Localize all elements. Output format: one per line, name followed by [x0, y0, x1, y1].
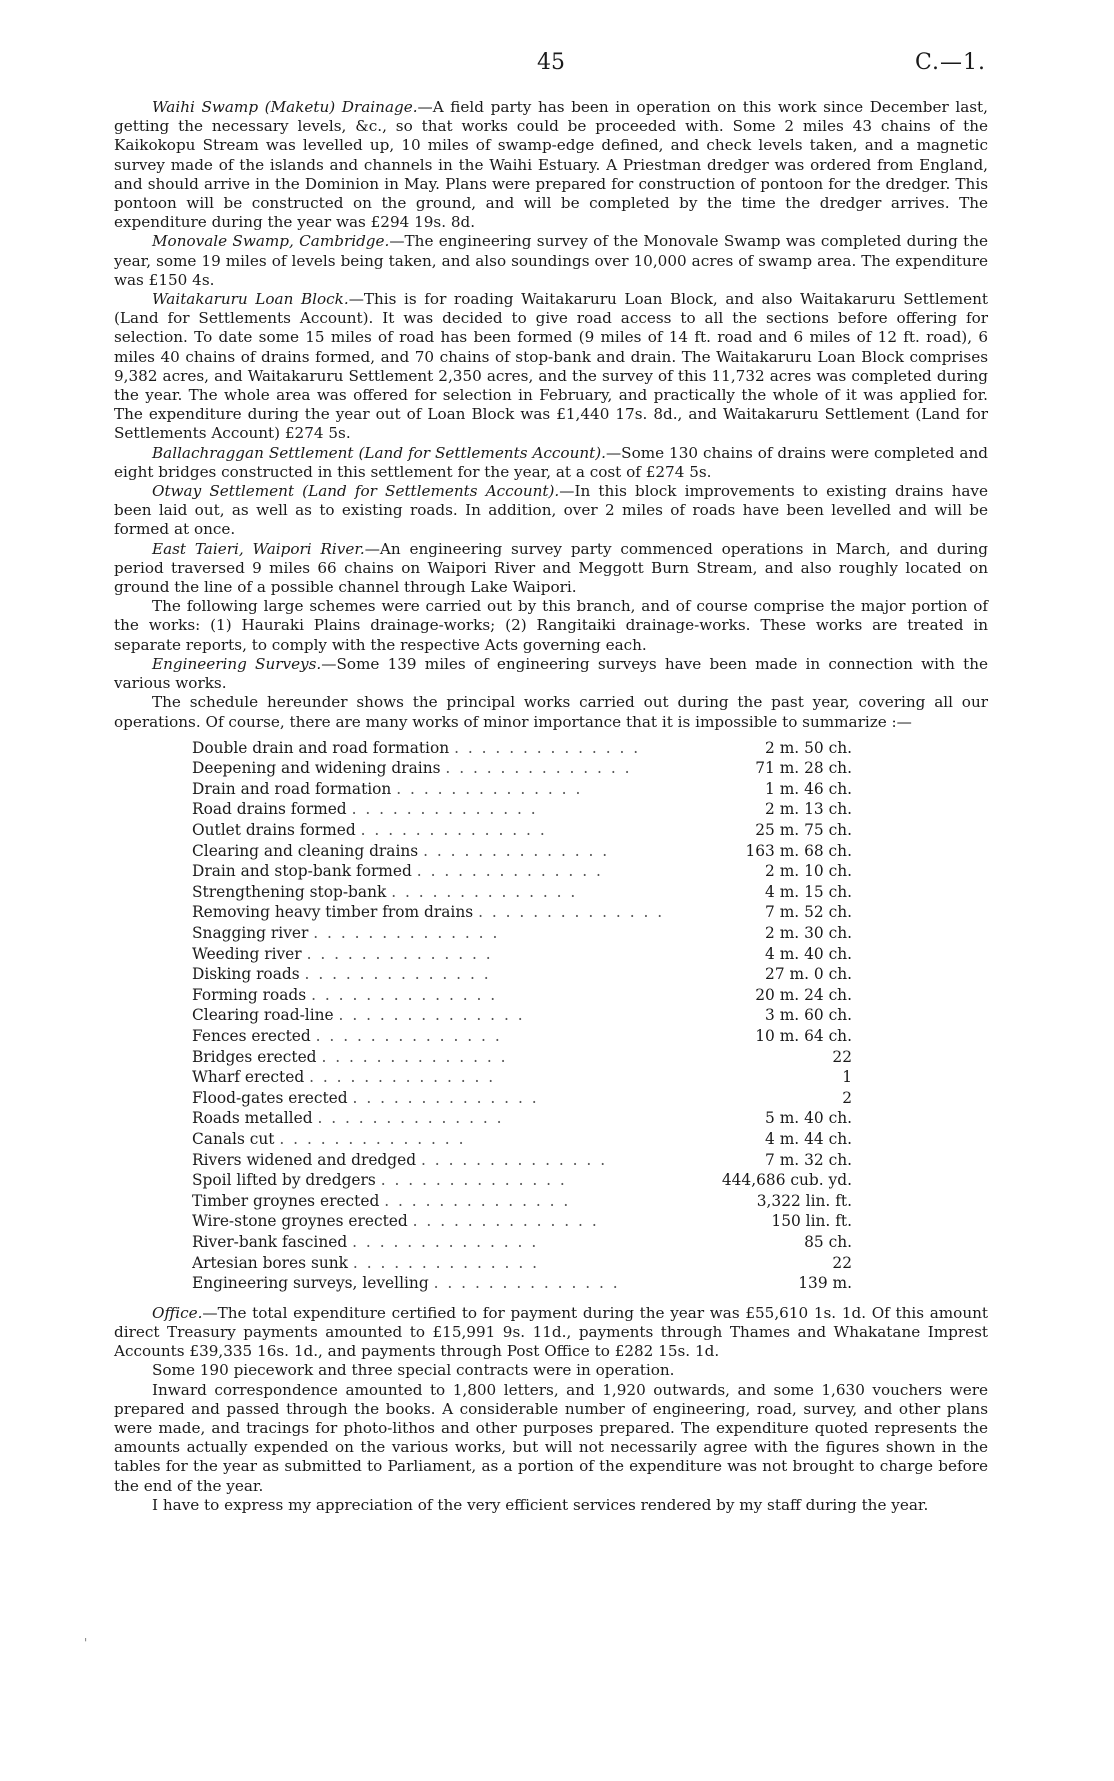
schedule-row [192, 779, 852, 800]
schedule-quantity: 22 [832, 1047, 852, 1066]
leader-dots: . . . . . . . . . . . . . . [311, 985, 498, 1004]
paragraph-heading: Engineering Surveys. [152, 654, 322, 673]
schedule-quantity: 3,322 lin. ft. [756, 1191, 852, 1210]
schedule-quantity: 163 m. 68 ch. [745, 841, 852, 860]
schedule-item-cell [192, 738, 712, 759]
schedule-item-name: Roads metalled [192, 1109, 313, 1128]
paragraph-heading: East Taieri, Waipori River. [152, 539, 365, 558]
paragraph-heading: Waihi Swamp (Maketu) Drainage. [152, 98, 418, 116]
schedule-item-name: Strengthening stop-bank [192, 882, 387, 901]
leader-dots: . . . . . . . . . . . . . . [421, 1150, 608, 1169]
schedule-item-cell [192, 1170, 712, 1191]
schedule-quantity: 2 m. 13 ch. [765, 800, 852, 819]
schedule-item-name: Rivers widened and dredged [192, 1150, 417, 1169]
schedule-quantity: 150 lin. ft. [771, 1212, 852, 1231]
paragraph-text: Inward correspondence amounted to 1,800 letters, and 1,920 outwards, and some 1,630 vouchers were prepared and passed through the books. A considerable number of engineering, road, survey, and other plans were made, and tracings for photo-lithos and other purposes prepared. The expenditure quoted represents the amounts actually expended on the various works, but will not necessarily agree with the figures shown in the tables for the year as submitted to Parliament, as a portion of the expenditure was not brought to charge before the end of the year. [114, 1380, 988, 1495]
schedule-row [192, 1067, 852, 1088]
schedule-row [192, 1047, 852, 1068]
paragraph-heading: Monovale Swamp, Cambridge. [152, 232, 390, 251]
schedule-row [192, 1273, 852, 1294]
schedule-row [192, 1005, 852, 1026]
schedule-row [192, 841, 852, 862]
leader-dots: . . . . . . . . . . . . . . [352, 1253, 539, 1272]
paragraph-text: The schedule hereunder shows the principal works carried out during the past year, covering all our operations. Of course, there are many works of minor importance that it is impossible to summarize :— [114, 693, 988, 731]
leader-dots: . . . . . . . . . . . . . . [433, 1274, 620, 1293]
schedule-item-name: Wharf erected [192, 1068, 305, 1087]
leader-dots: . . . . . . . . . . . . . . [416, 862, 603, 881]
schedule-item-cell [192, 923, 712, 944]
schedule-quantity: 7 m. 52 ch. [765, 903, 852, 922]
schedule-item-name: Deepening and widening drains [192, 759, 441, 778]
schedule-row [192, 964, 852, 985]
leader-dots: . . . . . . . . . . . . . . [304, 965, 491, 984]
paragraph [114, 482, 988, 540]
schedule-item-cell [192, 841, 712, 862]
schedule-row [192, 1170, 852, 1191]
schedule-row [192, 882, 852, 903]
schedule-item-name: Snagging river [192, 924, 309, 943]
paragraph-text: —In this block improvements to existing drains have been laid out, as well as to existing roads. In addition, over 2 miles of roads have been levelled and will be formed at once. [114, 482, 988, 539]
leader-dots: . . . . . . . . . . . . . . [478, 903, 665, 922]
paragraph-text: —This is for roading Waitakaruru Loan Block, and also Waitakaruru Settlement (Land for Settlements Account). It was decided to give road access to all the sections before offering for selection. To date some 15 miles of road has been formed (9 miles of 14 ft. road and 6 miles of 12 ft. road), 6 miles 40 chains of drains formed, and 70 chains of stop-bank and drain. The Waitakaruru Loan Block comprises 9,382 acres, and Waitakaruru Settlement 2,350 acres, and the survey of this 11,732 acres was completed during the year. The whole area was offered for selection in February, and practically the whole of it was applied for. The expenditure during the year out of Loan Block was £1,440 17s. 8d., and Waitakaruru Settlement (Land for Settlements Account) £274 5s. [114, 290, 988, 443]
schedule-row [192, 985, 852, 1006]
schedule-row [192, 820, 852, 841]
schedule-item-name: Clearing and cleaning drains [192, 841, 419, 860]
schedule-item-name: Weeding river [192, 944, 302, 963]
leader-dots: . . . . . . . . . . . . . . [313, 924, 500, 943]
schedule-quantity: 2 m. 10 ch. [765, 862, 852, 881]
schedule-item-cell [192, 1047, 712, 1068]
schedule-item-cell [192, 1026, 712, 1047]
paragraph-text: I have to express my appreciation of the very efficient services rendered by my staff during the year. [152, 1495, 929, 1514]
leader-dots: . . . . . . . . . . . . . . [360, 821, 547, 840]
paragraph-text: —The engineering survey of the Monovale Swamp was completed during the year, some 19 miles of levels being taken, and also soundings over 10,000 acres of swamp area. The expenditure was £150 4s. [114, 232, 989, 289]
paragraph [114, 1304, 988, 1362]
schedule-row [192, 923, 852, 944]
schedule-item-name: Wire-stone groynes erected [192, 1212, 408, 1231]
schedule-item-cell [192, 1273, 712, 1294]
schedule-item-cell [192, 1005, 712, 1026]
leader-dots: . . . . . . . . . . . . . . [309, 1068, 496, 1087]
paragraph [114, 98, 988, 232]
leader-dots: . . . . . . . . . . . . . . [423, 841, 610, 860]
paragraph [114, 693, 988, 731]
paragraph-text: —Some 139 miles of engineering surveys have been made in connection with the various works. [114, 654, 989, 693]
schedule-quantity: 4 m. 15 ch. [765, 882, 852, 901]
schedule-row [192, 861, 852, 882]
schedule-item-name: Artesian bores sunk [192, 1253, 348, 1272]
schedule-item-name: Road drains formed [192, 800, 347, 819]
schedule-row [192, 1150, 852, 1171]
schedule-item-name: Spoil lifted by dredgers [192, 1171, 376, 1190]
schedule-row [192, 1108, 852, 1129]
paragraph-heading: Waitakaruru Loan Block. [152, 290, 349, 309]
paragraph [114, 1496, 988, 1515]
schedule-quantity: 10 m. 64 ch. [755, 1027, 852, 1046]
schedule-quantity: 4 m. 44 ch. [765, 1129, 852, 1148]
leader-dots: . . . . . . . . . . . . . . [352, 1232, 539, 1251]
schedule-row [192, 799, 852, 820]
leader-dots: . . . . . . . . . . . . . . [317, 1109, 504, 1128]
schedule-row [192, 1026, 852, 1047]
schedule-quantity: 22 [832, 1253, 852, 1272]
paragraph-text: —The total expenditure certified to for payment during the year was £55,610 1s. 1d. Of this amount direct Treasury payments amounted to £15,991 9s. 11d., payments through Thames and Whakatane Imprest Accounts £39,335 16s. 1d., and payments through Post Office to £282 15s. 1d. [114, 1303, 988, 1361]
margin-mark: ' [84, 1636, 88, 1650]
schedule-item-cell [192, 820, 712, 841]
paragraph-heading: Otway Settlement (Land for Settlements Account). [152, 482, 560, 501]
schedule-item-name: Forming roads [192, 985, 307, 1004]
leader-dots: . . . . . . . . . . . . . . [380, 1171, 567, 1190]
schedule-item-name: Fences erected [192, 1027, 311, 1046]
leader-dots: . . . . . . . . . . . . . . [445, 759, 632, 778]
schedule-quantity: 20 m. 24 ch. [755, 985, 852, 1004]
schedule-row [192, 944, 852, 965]
schedule-item-cell [192, 1191, 712, 1212]
paragraph [114, 597, 988, 655]
schedule-quantity: 25 m. 75 ch. [755, 821, 852, 840]
paragraph-text: —Some 130 chains of drains were completed and eight bridges constructed in this settlement for the year, at a cost of £274 5s. [114, 443, 988, 481]
schedule-row [192, 1211, 852, 1232]
closing-paragraph-list [114, 1304, 988, 1515]
schedule-item-cell [192, 964, 712, 985]
schedule-row [192, 1191, 852, 1212]
leader-dots: . . . . . . . . . . . . . . [315, 1027, 502, 1046]
schedule-item-name: Flood-gates erected [192, 1088, 348, 1107]
schedule-item-cell [192, 861, 712, 882]
schedule-quantity: 5 m. 40 ch. [765, 1109, 852, 1128]
page-header [0, 50, 1114, 80]
schedule-quantity: 4 m. 40 ch. [765, 944, 852, 963]
schedule-item-cell [192, 1211, 712, 1232]
leader-dots: . . . . . . . . . . . . . . [338, 1006, 525, 1025]
schedule-item-cell [192, 985, 712, 1006]
leader-dots: . . . . . . . . . . . . . . [352, 1088, 539, 1107]
schedule-quantity: 85 ch. [804, 1232, 852, 1251]
paragraph-text: Some 190 piecework and three special contracts were in operation. [152, 1361, 675, 1380]
schedule-row [192, 1232, 852, 1253]
leader-dots: . . . . . . . . . . . . . . [412, 1212, 599, 1231]
schedule-quantity: 7 m. 32 ch. [765, 1150, 852, 1169]
paragraph [114, 655, 988, 693]
schedule-item-name: Drain and stop-bank formed [192, 862, 412, 881]
schedule-item-cell [192, 1067, 712, 1088]
paragraph-text: —A field party has been in operation on this work since December last, getting the necessary levels, &c., so that works could be proceeded with. Some 2 miles 43 chains of the Kaikokopu Stream was levelled up, 10 miles of swamp-edge defined, and check levels taken, and a magnetic survey made of the islands and channels in the Waihi Estuary. A Priestman dredger was ordered from England, and should arrive in the Dominion in May. Plans were prepared for construction of pontoon for the dredger. This pontoon will be constructed on the ground, and will be completed by the time the dredger arrives. The expenditure during the year was £294 19s. 8d. [114, 98, 988, 232]
page-number: 45 [537, 50, 565, 75]
schedule-quantity: 2 m. 50 ch. [765, 738, 852, 757]
body-text [114, 98, 988, 1515]
leader-dots: . . . . . . . . . . . . . . [279, 1129, 466, 1148]
leader-dots: . . . . . . . . . . . . . . [321, 1047, 508, 1066]
schedule-quantity: 444,686 cub. yd. [721, 1171, 852, 1190]
schedule-item-name: Outlet drains formed [192, 821, 356, 840]
schedule-item-cell [192, 902, 712, 923]
paragraph [114, 1381, 988, 1496]
schedule-item-cell [192, 1129, 712, 1150]
schedule-quantity: 1 [842, 1068, 852, 1087]
schedule-item-cell [192, 1088, 712, 1109]
paragraph-text: The following large schemes were carried out by this branch, and of course comprise the major portion of the works: (1) Hauraki Plains drainage-works; (2) Rangitaiki drainage-works. These works are treated in separate reports, to comply with the respective Acts governing each. [114, 597, 988, 654]
schedule-quantity: 2 [842, 1088, 852, 1107]
schedule-quantity: 3 m. 60 ch. [765, 1006, 852, 1025]
schedule-quantity: 1 m. 46 ch. [765, 779, 852, 798]
schedule-row [192, 1088, 852, 1109]
schedule-quantity: 71 m. 28 ch. [755, 759, 852, 778]
schedule-item-cell [192, 779, 712, 800]
paragraph [114, 290, 988, 444]
leader-dots: . . . . . . . . . . . . . . [396, 779, 583, 798]
schedule-item-name: Disking roads [192, 965, 300, 984]
schedule-row [192, 902, 852, 923]
leader-dots: . . . . . . . . . . . . . . [351, 800, 538, 819]
schedule-item-name: Drain and road formation [192, 779, 392, 798]
schedule-item-cell [192, 799, 712, 820]
paragraph [114, 540, 988, 598]
schedule-row [192, 1253, 852, 1274]
works-schedule-table [192, 738, 852, 1294]
schedule-row [192, 1129, 852, 1150]
schedule-item-name: Double drain and road formation [192, 738, 450, 757]
schedule-quantity: 139 m. [798, 1274, 852, 1293]
schedule-item-cell [192, 1108, 712, 1129]
schedule-row [192, 758, 852, 779]
schedule-item-cell [192, 1232, 712, 1253]
schedule-row [192, 738, 852, 759]
paragraph-text: —An engineering survey party commenced operations in March, and during period traversed 9 miles 66 chains on Waipori River and Meggott Burn Stream, and also roughly located on ground the line of a possible channel through Lake Waipori. [114, 539, 988, 597]
schedule-item-cell [192, 758, 712, 779]
schedule-item-cell [192, 882, 712, 903]
leader-dots: . . . . . . . . . . . . . . [306, 944, 493, 963]
leader-dots: . . . . . . . . . . . . . . [384, 1191, 571, 1210]
schedule-item-name: Timber groynes erected [192, 1191, 380, 1210]
schedule-item-name: River-bank fascined [192, 1232, 348, 1251]
schedule-item-cell [192, 1150, 712, 1171]
leader-dots: . . . . . . . . . . . . . . [391, 882, 578, 901]
paragraph [114, 232, 988, 290]
paragraph [114, 444, 988, 482]
paragraph-heading: Ballachraggan Settlement (Land for Settlements Account). [152, 443, 606, 462]
schedule-quantity: 27 m. 0 ch. [765, 965, 852, 984]
paragraph-list [114, 98, 988, 732]
document-reference: C.—1. [914, 50, 986, 75]
schedule-quantity: 2 m. 30 ch. [765, 924, 852, 943]
schedule-item-name: Bridges erected [192, 1047, 317, 1066]
schedule-item-cell [192, 944, 712, 965]
leader-dots: . . . . . . . . . . . . . . [454, 738, 641, 757]
paragraph [114, 1361, 988, 1380]
schedule-item-name: Removing heavy timber from drains [192, 903, 474, 922]
schedule-item-name: Canals cut [192, 1129, 275, 1148]
schedule-item-name: Engineering surveys, levelling [192, 1274, 429, 1293]
schedule-item-cell [192, 1253, 712, 1274]
schedule-item-name: Clearing road-line [192, 1006, 334, 1025]
paragraph-heading: Office. [152, 1303, 203, 1322]
